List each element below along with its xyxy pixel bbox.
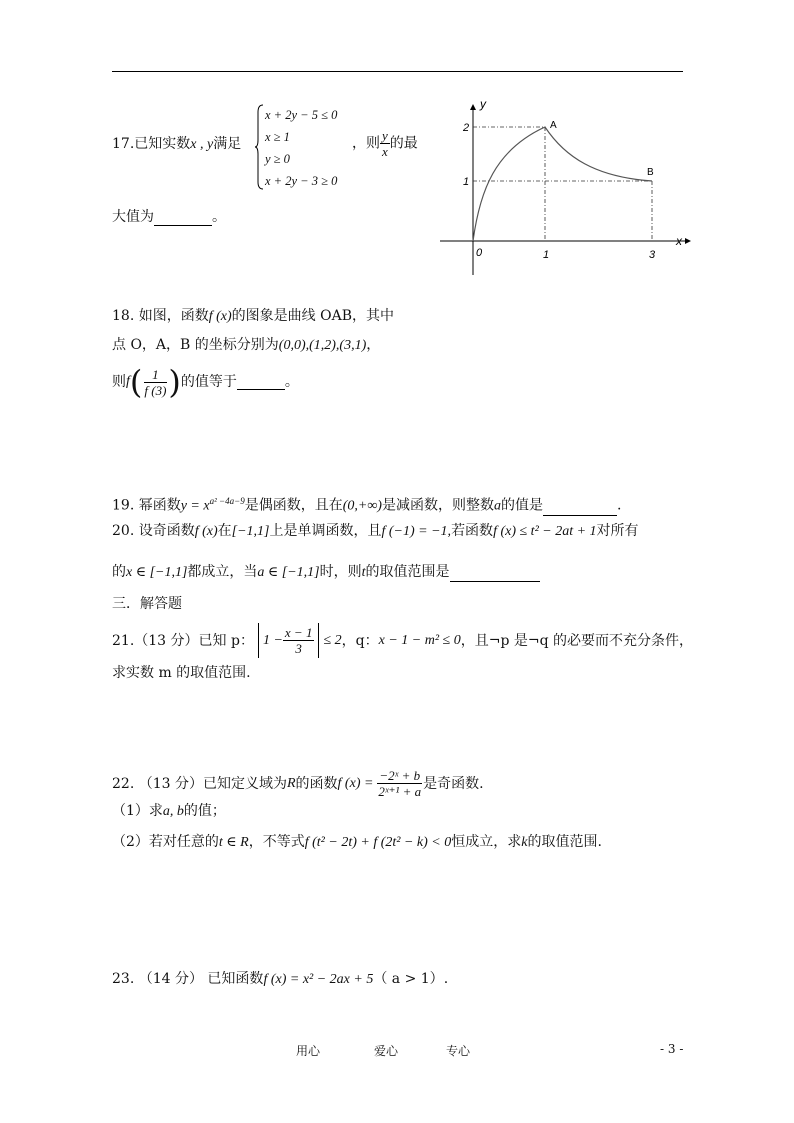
q20-b: 在 bbox=[217, 523, 232, 539]
q20-c: 上是单调函数，且 bbox=[269, 523, 382, 539]
q17-vars: x , y bbox=[190, 137, 214, 152]
q21-le2: ≤ 2 bbox=[323, 632, 342, 648]
q20-ain: a ∈ [−1,1] bbox=[257, 565, 320, 580]
q17-line2-text: 大值为 bbox=[112, 209, 154, 225]
q20-line1 bbox=[112, 522, 639, 541]
q21-c: ，且¬p 是¬q 的必要而不充分条件， bbox=[460, 632, 694, 649]
q19-end: . bbox=[616, 497, 622, 514]
q18-line2b: ， bbox=[366, 337, 381, 353]
q22-c: 是奇函数. bbox=[423, 775, 484, 792]
q18-line1b: 的图象是曲线 OAB，其中 bbox=[231, 308, 394, 324]
q21-abs bbox=[258, 623, 320, 658]
q17-prefix: 17.已知实数 bbox=[112, 136, 191, 152]
q17-line2 bbox=[112, 208, 226, 226]
q18-line3b: 的值等于 bbox=[180, 374, 237, 390]
q18-line1a: 18. 如图，函数 bbox=[112, 308, 209, 324]
q17-objective bbox=[352, 128, 418, 159]
q20-d: 若函数 bbox=[451, 523, 494, 539]
q22-p2a: （2）若对任意的 bbox=[112, 834, 219, 850]
q22-part2 bbox=[112, 833, 602, 852]
q20-line2d: 的取值范围是 bbox=[365, 564, 450, 580]
y-axis-arrow bbox=[470, 104, 476, 110]
q22-p1vars: a, b bbox=[162, 804, 184, 819]
curve-oab bbox=[473, 127, 652, 241]
q22-p2b: ，不等式 bbox=[248, 834, 305, 850]
q22-frac-num: −2ˣ + b bbox=[379, 768, 421, 783]
q21-q-expr: x − 1 − m² ≤ 0 bbox=[378, 632, 461, 648]
tick-x-3: 3 bbox=[649, 249, 656, 261]
q20-e: 对所有 bbox=[596, 523, 639, 539]
q17-constraint-3: y ≥ 0 bbox=[265, 152, 290, 166]
q19-c: 是减函数，则整数 bbox=[381, 497, 494, 514]
q23-line bbox=[112, 970, 448, 989]
q20-a: 20. 设奇函数 bbox=[112, 523, 195, 539]
q17-frac-num: y bbox=[382, 128, 388, 143]
q18-answer-blank bbox=[237, 375, 285, 390]
q18-coords: (0,0),(1,2),(3,1) bbox=[278, 338, 367, 353]
q22-p1b: 的值； bbox=[183, 803, 226, 819]
q18-line2 bbox=[112, 336, 380, 355]
q18-inner-fraction bbox=[142, 367, 168, 398]
q20-line2a: 的 bbox=[112, 564, 126, 580]
q23-a: 23. （14 分） 已知函数 bbox=[112, 971, 264, 987]
q20-fx: f (x) bbox=[194, 524, 218, 539]
q20-cond: f (−1) = −1, bbox=[381, 524, 452, 539]
q19-d: 的值是 bbox=[500, 497, 543, 514]
q17-then: ，则 bbox=[352, 135, 380, 152]
q17-constraints bbox=[265, 104, 337, 192]
q18-inner-den: f (3) bbox=[144, 382, 167, 398]
q19-a: 19. 幂函数 bbox=[112, 497, 181, 514]
q18-line3a: 则 bbox=[112, 374, 126, 390]
q20-answer-blank bbox=[450, 567, 540, 582]
q17-line1 bbox=[112, 135, 241, 154]
footer-word-2: 爱心 bbox=[374, 1044, 399, 1058]
q22-b: 的函数 bbox=[295, 775, 338, 792]
q21-frac-den: 3 bbox=[295, 641, 302, 656]
q18-paren-open: ( bbox=[129, 363, 143, 401]
page-number: - 3 - bbox=[660, 1042, 684, 1056]
q20-interval: [−1,1] bbox=[231, 524, 270, 539]
point-a-label: A bbox=[550, 120, 557, 131]
q18-f: f bbox=[126, 374, 130, 389]
q21-one-minus: 1 − bbox=[262, 632, 283, 648]
q17-mid: 满足 bbox=[213, 136, 242, 152]
header-rule bbox=[112, 71, 683, 72]
q17-end: 。 bbox=[212, 209, 226, 225]
q20-xin: x ∈ [−1,1] bbox=[126, 565, 188, 580]
axis-y-label: y bbox=[480, 97, 486, 111]
footer-word-1: 用心 bbox=[296, 1044, 321, 1058]
axis-x-label: x bbox=[676, 234, 682, 248]
q19-line bbox=[112, 492, 621, 516]
q19-interval: (0,+∞) bbox=[342, 498, 382, 514]
q22-p2d: 的取值范围. bbox=[527, 834, 602, 850]
q19-exponent: a² −4a−9 bbox=[209, 496, 245, 506]
tick-y-1: 1 bbox=[463, 176, 470, 188]
q21-b: ，q： bbox=[341, 632, 379, 649]
q22-line1 bbox=[112, 768, 484, 799]
q20-ineq: f (x) ≤ t² − 2at + 1 bbox=[493, 524, 597, 539]
q20-line2 bbox=[112, 563, 540, 582]
q22-p2t: t ∈ R bbox=[218, 835, 249, 850]
q22-R: R bbox=[286, 775, 296, 791]
q18-end: 。 bbox=[284, 374, 299, 390]
q19-var: a bbox=[493, 498, 501, 514]
q22-fraction bbox=[376, 768, 423, 799]
q17-constraint-2: x ≥ 1 bbox=[265, 130, 290, 144]
q22-fx: f (x) = bbox=[337, 775, 374, 791]
q20-line2c: 时，则 bbox=[319, 564, 362, 580]
q23-cond: （ a > 1） bbox=[373, 971, 444, 987]
q21-line1 bbox=[112, 623, 693, 658]
tick-y-2: 2 bbox=[463, 122, 470, 134]
x-axis-arrow bbox=[685, 238, 691, 244]
q20-line2b: 都成立，当 bbox=[187, 564, 258, 580]
footer-word-3: 专心 bbox=[446, 1044, 471, 1058]
origin-label: 0 bbox=[476, 247, 483, 259]
q18-paren-close: ) bbox=[168, 363, 181, 401]
function-graph bbox=[440, 95, 695, 280]
q22-part1 bbox=[112, 802, 226, 821]
q22-a: 22. （13 分）已知定义域为 bbox=[112, 775, 287, 792]
q23-end: . bbox=[443, 971, 449, 987]
q19-b: 是偶函数，且在 bbox=[244, 497, 343, 514]
q22-frac-den: 2ˣ⁺¹ + a bbox=[378, 784, 422, 799]
q17-constraint-4: x + 2y − 3 ≥ 0 bbox=[265, 174, 338, 188]
q22-p2k: k bbox=[521, 835, 528, 850]
q18-inner-num: 1 bbox=[144, 367, 167, 383]
q19-expr: y = x bbox=[180, 498, 210, 514]
q18-line1 bbox=[112, 307, 394, 326]
q18-line3 bbox=[112, 362, 299, 402]
q17-tail: 的最 bbox=[389, 135, 418, 152]
q22-p1a: （1）求 bbox=[112, 803, 163, 819]
q17-fraction bbox=[380, 128, 390, 159]
q18-fx: f (x) bbox=[208, 309, 232, 324]
tick-x-1: 1 bbox=[543, 249, 550, 261]
q23-expr: f (x) = x² − 2ax + 5 bbox=[263, 972, 374, 987]
q17-frac-den: x bbox=[382, 144, 388, 159]
point-b-label: B bbox=[647, 167, 654, 178]
q17-answer-blank bbox=[154, 211, 212, 226]
q19-answer-blank bbox=[543, 501, 617, 516]
section-heading: 三．解答题 bbox=[112, 596, 182, 612]
q21-line2: 求实数 m 的取值范围. bbox=[112, 665, 251, 681]
q20-t: t bbox=[361, 565, 366, 580]
q17-constraint-1: x + 2y − 5 ≤ 0 bbox=[265, 108, 338, 122]
q17-brace bbox=[255, 104, 265, 190]
q21-a: 21.（13 分）已知 p： bbox=[112, 632, 254, 649]
q21-frac-num: x − 1 bbox=[284, 625, 313, 640]
q22-p2ineq: f (t² − 2t) + f (2t² − k) < 0 bbox=[304, 835, 452, 850]
q18-line2a: 点 O，A，B 的坐标分别为 bbox=[112, 337, 279, 353]
q21-fraction bbox=[283, 625, 315, 656]
q22-p2c: 恒成立，求 bbox=[451, 834, 522, 850]
